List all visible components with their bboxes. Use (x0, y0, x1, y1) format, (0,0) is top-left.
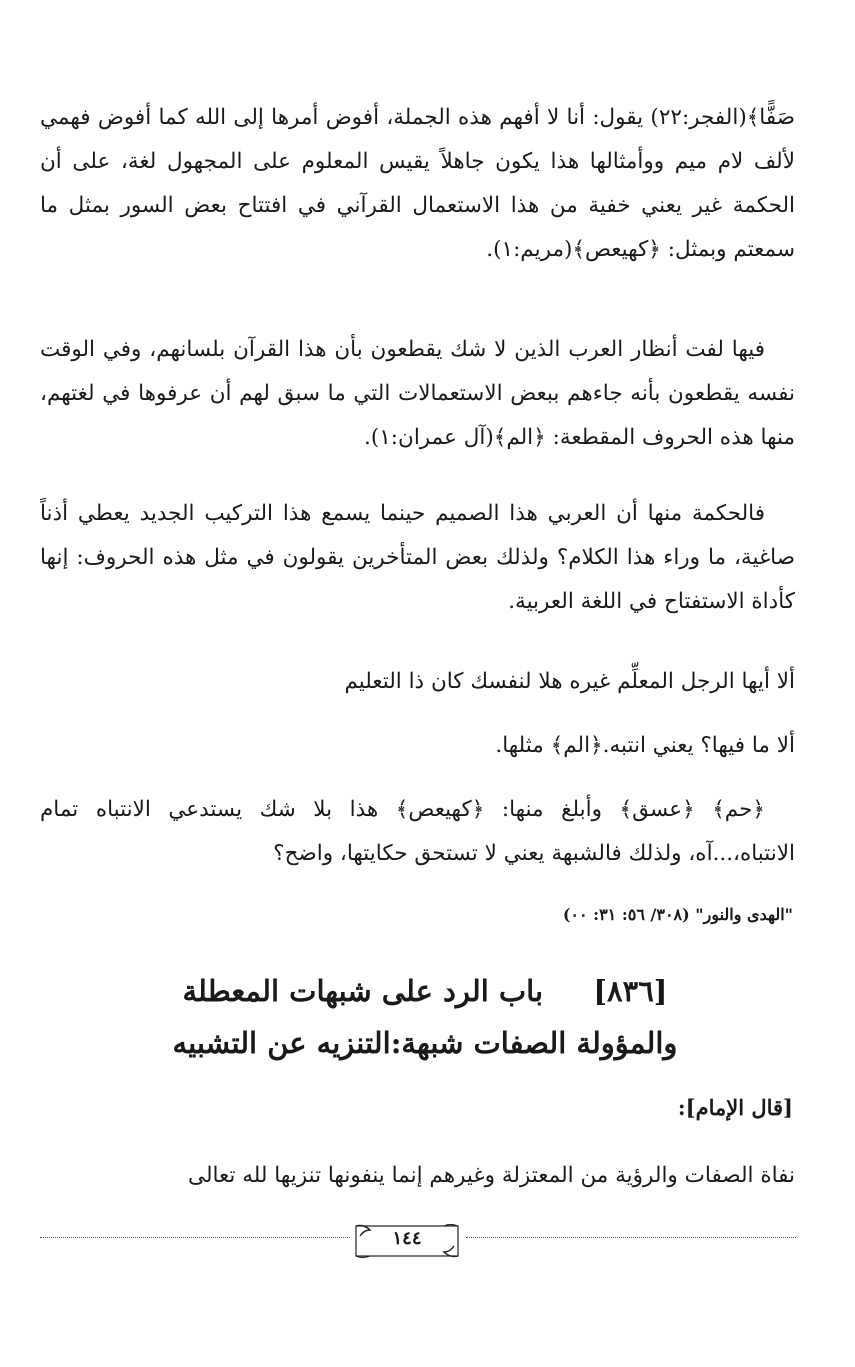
paragraph-2: فيها لفت أنظار العرب الذين لا شك يقطعون بأن هذا القرآن بلسانهم، وفي الوقت نفسه يقطعون بأنه جاءهم ببعض الاستعمالات التي ما سبق لهم أن عرفوها في لغتهم، منها هذه الحروف المقطعة: ﴿الم﴾(آل عمران:١). (40, 337, 795, 450)
page-number-frame (352, 1222, 462, 1260)
poem-verse-2: ألا ما فيها؟ يعني انتبه.﴿الم﴾ مثلها. (495, 733, 795, 758)
source-citation: "الهدى والنور" (٣٠٨/ ٥٦: ٣١: ٠٠) (562, 905, 793, 924)
footer-rule-right (466, 1237, 796, 1238)
section-heading-line-1 (60, 966, 790, 1016)
footer-rule-left (40, 1237, 350, 1238)
imam-label: [قال الإمام]: (677, 1095, 793, 1120)
paragraph-4: ﴿حم﴾ ﴿عسق﴾ وأبلغ منها: ﴿كهيعص﴾ هذا بلا شك يستدعي الانتباه تمام الانتباه،...آه، ولذلك فالشبهة يعني لا تستحق حكايتها، واضح؟ (40, 797, 795, 866)
page-number: ١٤٤ (392, 1228, 422, 1249)
section-heading-line-2: والمؤولة الصفات شبهة:التنزيه عن التشبيه (172, 1026, 678, 1060)
poem-verse-1: ألا أيها الرجل المعلِّم غيره هلا لنفسك كان ذا التعليم (344, 669, 795, 694)
paragraph-5: نفاة الصفات والرؤية من المعتزلة وغيرهم إنما ينفونها تنزيها لله تعالى (188, 1163, 795, 1188)
section-number: [٨٣٦] (593, 974, 668, 1008)
paragraph-1: صَفًّا﴾(الفجر:٢٢) يقول: أنا لا أفهم هذه الجملة، أفوض أمرها إلى الله كما أفوض فهمي لألف لام ميم ووأمثالها هذا يكون جاهلاً يقيس المعلوم على المجهول لغة، على أن الحكمة غير يعني خفية من هذا الاستعمال القرآني في افتتاح بعض السور بمثل ما سمعتم وبمثل: ﴿كهيعص﴾(مريم:١). (40, 105, 795, 262)
paragraph-3: فالحكمة منها أن العربي هذا الصميم حينما يسمع هذا التركيب الجديد يعطي أذناً صاغية، ما وراء هذا الكلام؟ ولذلك بعض المتأخرين يقولون في مثل هذه الحروف: إنها كأداة الاستفتاح في اللغة العربية. (40, 501, 795, 614)
section-title-1: باب الرد على شبهات المعطلة (182, 974, 544, 1008)
